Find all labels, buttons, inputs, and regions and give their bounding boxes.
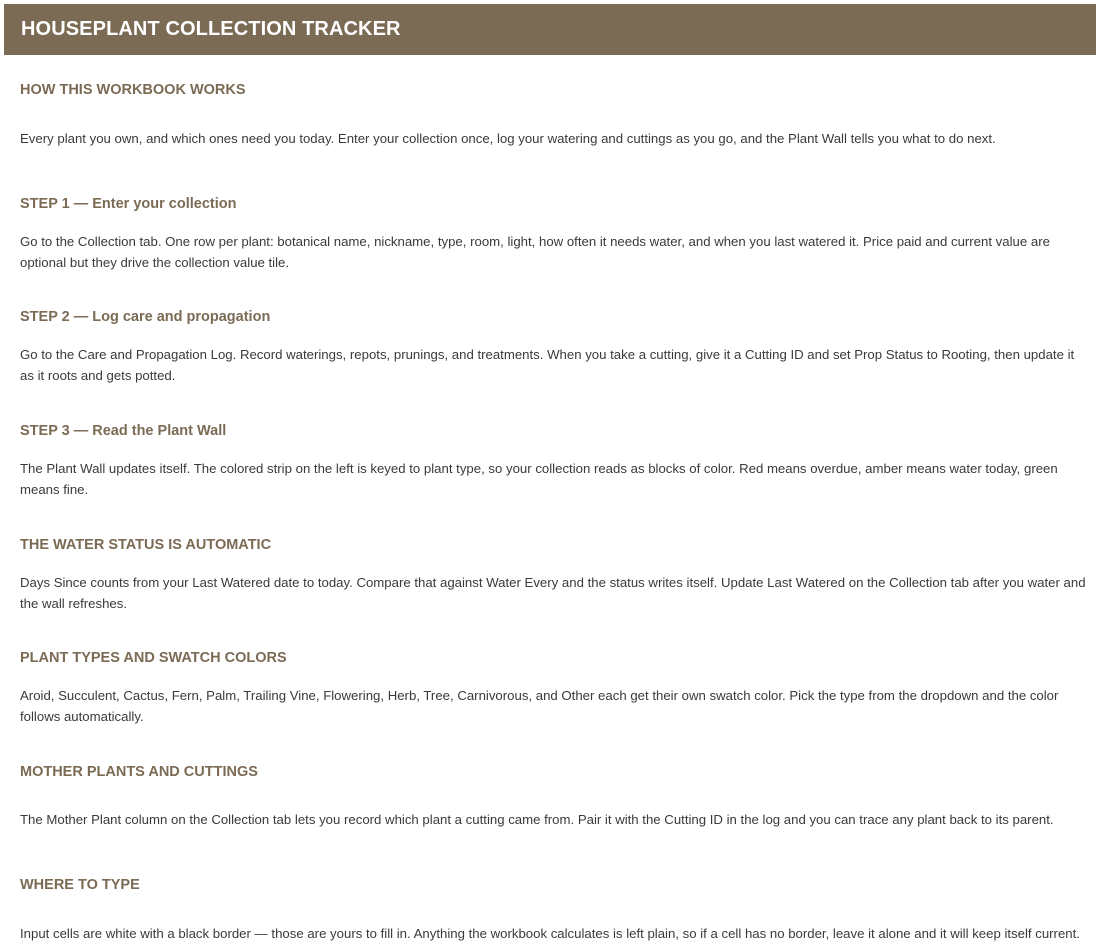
page-title: HOUSEPLANT COLLECTION TRACKER: [21, 18, 401, 40]
section-heading-mother-plants: MOTHER PLANTS AND CUTTINGS: [20, 764, 258, 780]
section-heading-how-it-works: HOW THIS WORKBOOK WORKS: [20, 82, 246, 98]
section-heading-step-2: STEP 2 — Log care and propagation: [20, 309, 271, 325]
section-heading-step-3: STEP 3 — Read the Plant Wall: [20, 423, 227, 439]
section-body-plant-types: Aroid, Succulent, Cactus, Fern, Palm, Trailing Vine, Flowering, Herb, Tree, Carnivorous, and Other each get their own swatch color. Pick the type from the dropdown and the color follows automatically.: [20, 688, 1059, 724]
section-body-mother-plants: The Mother Plant column on the Collection tab lets you record which plant a cutting came from. Pair it with the Cutting ID in the log and you can trace any plant back to its parent.: [20, 812, 1054, 827]
section-heading-plant-types: PLANT TYPES AND SWATCH COLORS: [20, 650, 287, 666]
section-heading-water-status: THE WATER STATUS IS AUTOMATIC: [20, 537, 272, 553]
section-body-step-2: Go to the Care and Propagation Log. Record waterings, repots, prunings, and treatments. When you take a cutting, give it a Cutting ID and set Prop Status to Rooting, then update it as it roots and gets potted.: [20, 347, 1075, 383]
section-body-step-3: The Plant Wall updates itself. The colored strip on the left is keyed to plant type, so your collection reads as blocks of color. Red means overdue, amber means water today, green means fine.: [20, 461, 1058, 497]
section-heading-where-to-type: WHERE TO TYPE: [20, 877, 140, 893]
title-banner: [4, 4, 1096, 55]
section-heading-step-1: STEP 1 — Enter your collection: [20, 196, 237, 212]
section-body-water-status: Days Since counts from your Last Watered date to today. Compare that against Water Every and the status writes itself. Update Last Watered on the Collection tab after you water and the wall refreshes.: [20, 575, 1086, 611]
section-body-step-1: Go to the Collection tab. One row per plant: botanical name, nickname, type, room, light, how often it needs water, and when you last watered it. Price paid and current value are optional but they drive the collection value tile.: [20, 234, 1050, 270]
section-body-where-to-type: Input cells are white with a black border — those are yours to fill in. Anything the workbook calculates is left plain, so if a cell has no border, leave it alone and it will keep itself current.: [20, 926, 1080, 941]
section-body-how-it-works: Every plant you own, and which ones need you today. Enter your collection once, log your watering and cuttings as you go, and the Plant Wall tells you what to do next.: [20, 131, 996, 146]
